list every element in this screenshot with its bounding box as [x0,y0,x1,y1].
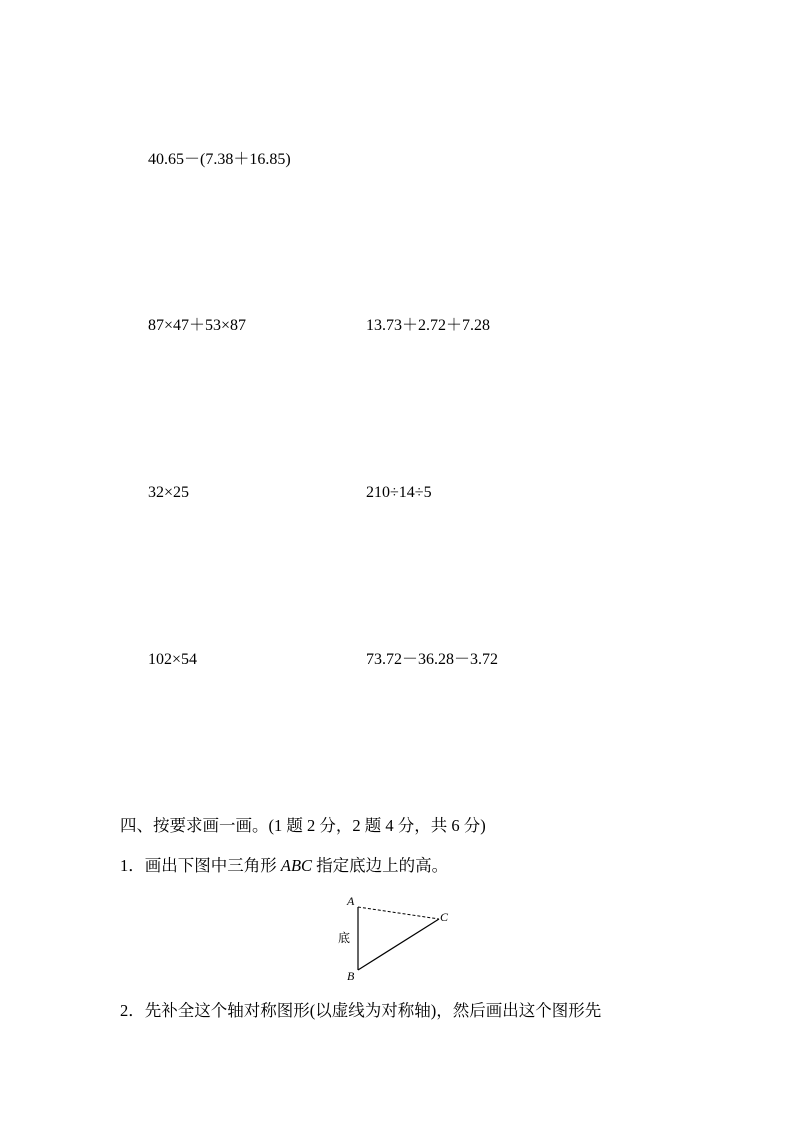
calc-32x25: 32×25 [148,484,190,501]
vertex-c-label: C [440,910,449,924]
question-1-number: 1． [120,856,145,875]
edge-ac-dashed [358,907,439,919]
triangle-abc-figure [330,890,460,985]
base-label: 底 [338,931,351,945]
edge-bc [358,919,439,970]
vertex-b-label: B [347,969,355,983]
calc-73-72: 73.72－36.28－3.72 [366,651,499,668]
question-2-text: 先补全这个轴对称图形(以虚线为对称轴)，然后画出这个图形先 [144,1001,602,1020]
calc-87x47: 87×47＋53×87 [148,317,247,334]
question-1 [120,855,448,877]
question-2 [120,1000,601,1022]
calc-40-65: 40.65－(7.38＋16.85) [148,151,291,168]
calc-210div14: 210÷14÷5 [366,484,432,501]
question-2-number: 2． [120,1001,145,1020]
question-1-text-before: 画出下图中三角形 [144,856,281,875]
calc-102x54: 102×54 [148,651,198,668]
question-1-triangle-name: ABC [280,856,313,875]
vertex-a-label: A [347,894,355,908]
calc-13-73: 13.73＋2.72＋7.28 [366,317,491,334]
section-4-title: 四、按要求画一画。(1 题 2 分，2 题 4 分，共 6 分) [120,816,486,835]
question-1-text-after: 指定底边上的高。 [312,856,449,875]
